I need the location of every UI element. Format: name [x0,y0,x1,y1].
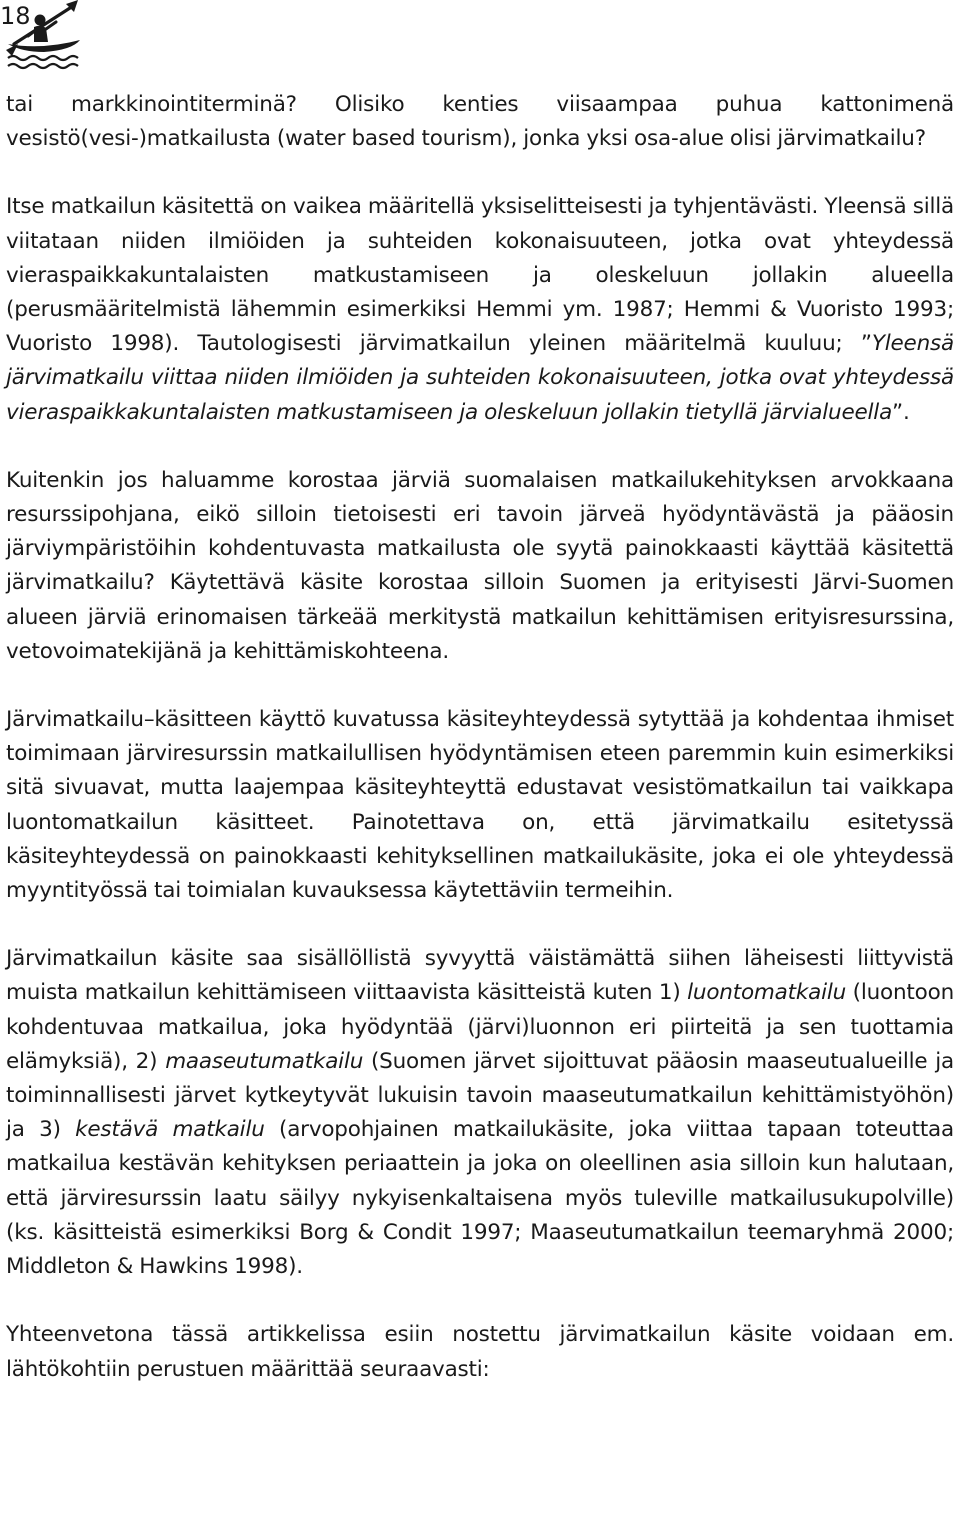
paragraph-5-text-c: (Suomen järvet sijoittuvat pääosin maaseutualueille ja toiminnallisesti järvet kytkeytyvät lukuisin tavoin maaseutumatkailun kehittämistyöhön) ja 3) [6,1048,954,1143]
paragraph-4: Järvimatkailu–käsitteen käyttö kuvatussa käsiteyhteydessä sytyttää ja kohdentaa ihmiset toimimaan järviresurssin matkailullisen hyödyntämisen eteen paremmin kuin esimerkiksi sitä sivuavat, mutta laajempaa käsiteyhteyttä edustavat vesistömatkailun tai vaikkapa luontomatkailun käsitteet. Painotettava on, että järvimatkailu esitetyssä käsiteyhteydessä on painokkaasti kehityksellinen matkailukäsite, joka ei ole yhteydessä myyntityössä tai toimialan kuvauksessa käytettäviin termeihin. [6,707,954,904]
paragraph-1: tai markkinointiterminä? Olisiko kenties viisaampaa puhua kattonimenä vesistö(vesi-)matkailusta (water based tourism), jonka yksi osa-alue olisi järvimatkailu? [6,92,954,152]
paragraph-5-text-a: Järvimatkailun käsite saa sisällöllistä syvyyttä väistämättä siihen läheisesti liittyvistä muista matkailun kehittämiseen viittaavista käsitteistä kuten 1) [6,946,954,1006]
paragraph-3: Kuitenkin jos haluamme korostaa järviä suomalaisen matkailukehityksen arvokkaana resurssipohjana, eikö silloin tietoisesti eri tavoin järveä hyödyntävästä ja pääosin järviympäristöihin kohdentuvasta matkailusta ole syytä painokkaasti käyttää käsitettä järvimatkailu? Käytettävä käsite korostaa silloin Suomen ja erityisesti Järvi-Suomen alueen järviä erinomaisen tärkeää merkitystä matkailun kehittämisen erityisresurssina, vetovoimatekijänä ja kehittämiskohteena. [6,467,954,664]
paragraph-6: Yhteenvetona tässä artikkelissa esiin nostettu järvimatkailun käsite voidaan em. lähtökohtiin perustuen määrittää seuraavasti: [6,1322,954,1382]
definition-quote: Yleensä järvimatkailu viittaa niiden ilmiöiden ja suhteiden kokonaisuuteen, jotka ovat yhteydessä vieraspaikkakuntalaisten matkustamiseen ja oleskeluun jollakin tietyllä järvialueella [6,331,954,425]
paragraph-5-text-d: (arvopohjainen matkailukäsite, joka viittaa tapaan toteuttaa matkailua kestävän kehityksen periaattein ja joka on oleellinen asia silloin kun halutaan, että järviresurssin laatu säilyy nykyisenkaltaisena myös tuleville matkailusukupolville) (ks. käsitteistä esimerkiksi Borg & Condit 1997; Maaseutumatkailun teemaryhmä 2000; Middleton & Hawkins 1998). [6,1117,955,1280]
article-body [6,88,954,1421]
kayak-paddler-icon [0,0,84,72]
term-maaseutumatkailu: maaseutumatkailu [165,1048,364,1074]
page-number: 18 [0,2,31,30]
paragraph-5-text-b: (luontoon kohdentuvaa matkailua, joka hyödyntää (järvi)luonnon eri piirteitä ja sen tuottamia elämyksiä), 2) [6,980,954,1074]
paragraph-2-text: Itse matkailun käsitettä on vaikea määritellä yksiselitteisesti ja tyhjentävästi. Yleensä sillä viitataan niiden ilmiöiden ja suhteiden kokonaisuuteen, jotka ovat yhteydessä vieraspaikkakuntalaisten matkustamiseen ja oleskeluun jollakin alueella (perusmääritelmistä lähemmin esimerkiksi Hemmi ym. 1987; Hemmi & Vuoristo 1993; Vuoristo 1998). Tautologisesti järvimatkailun yleinen määritelmä kuuluu; ” [6,194,954,357]
paragraph-5 [6,942,954,1284]
paragraph-2 [6,190,954,429]
term-luontomatkailu: luontomatkailu [687,980,847,1006]
term-kestava-matkailu: kestävä matkailu [75,1117,265,1143]
paragraph-2-end: ”. [892,399,910,425]
